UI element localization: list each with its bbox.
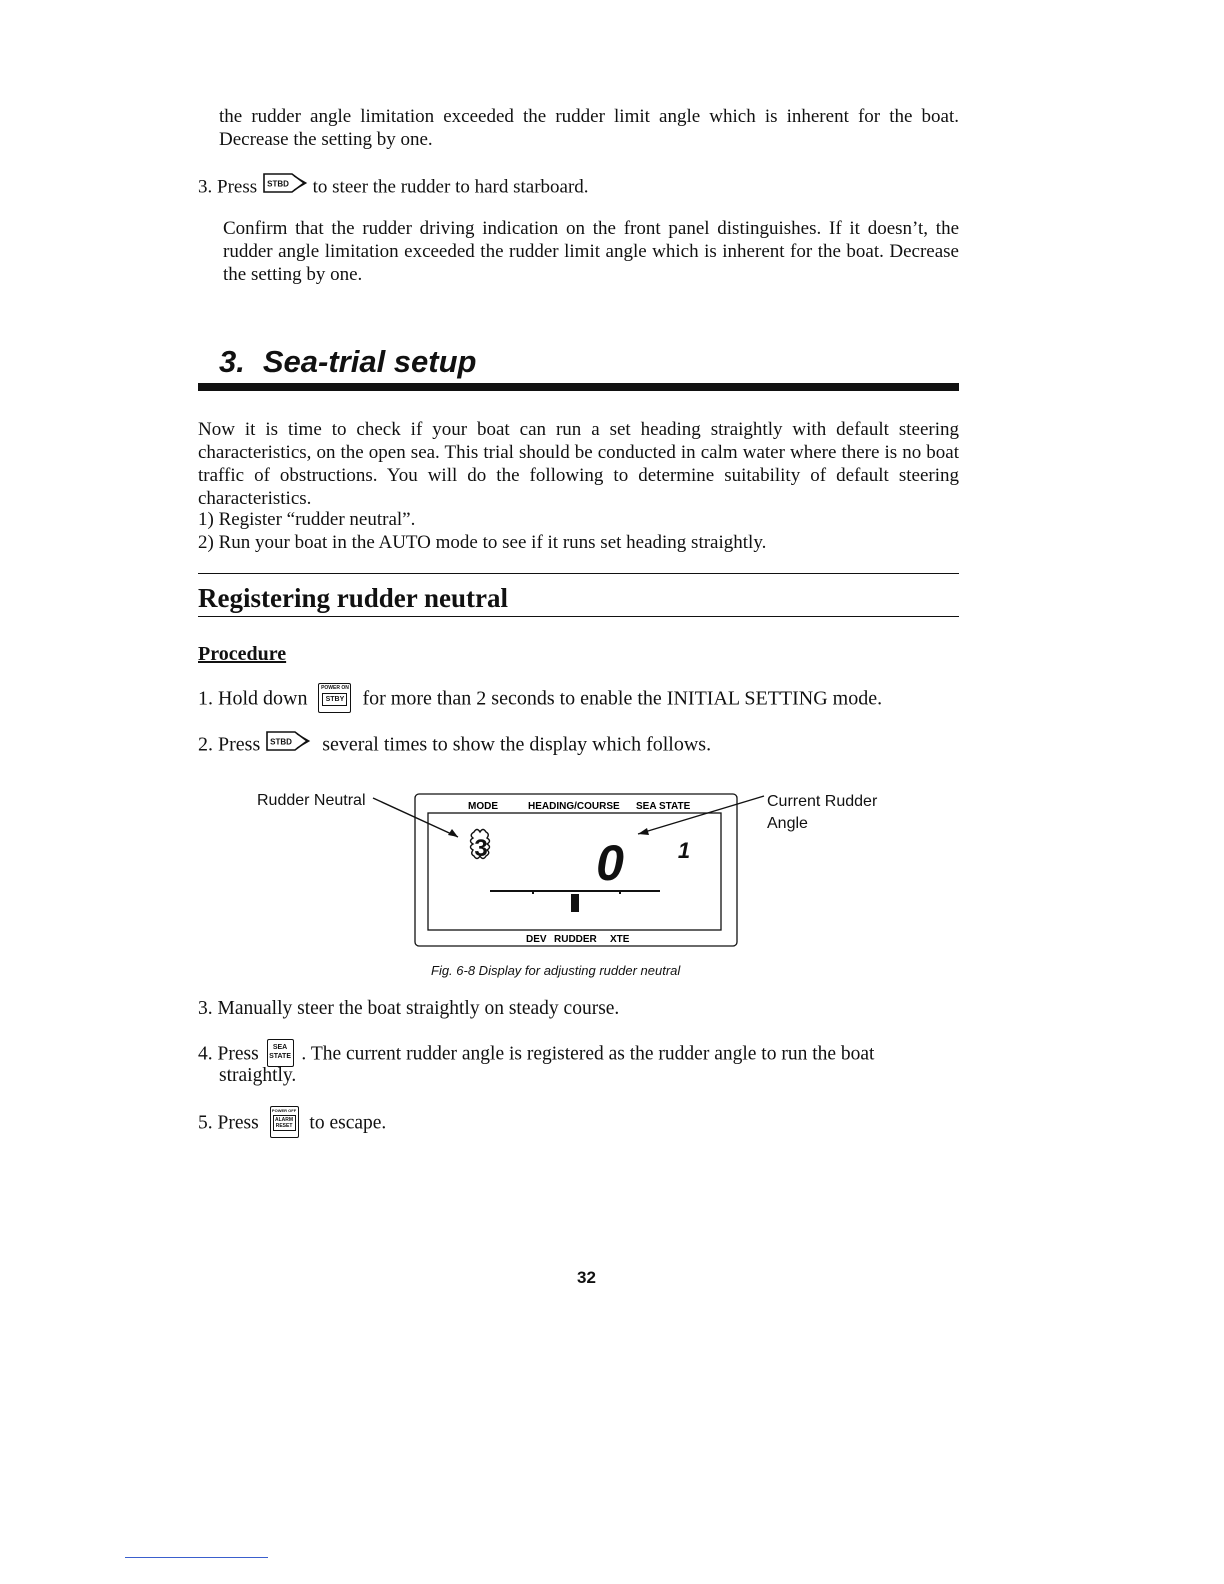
procedure-step-3 [198,997,959,1020]
procedure-step-4-continued: straightly. [219,1065,297,1086]
subsection-rule-bottom [198,616,959,617]
figure-label-line-1: Current Rudder [767,793,878,810]
step-number: 5. [198,1112,213,1134]
sea-key-bottom-label: STATE [269,1053,291,1060]
step-text: to escape. [309,1112,387,1134]
section-number: 3. [219,344,245,379]
section-heading [219,344,959,380]
procedure-heading: Procedure [198,643,287,665]
figure-label-current-rudder [767,791,877,835]
stbd-key-icon [265,728,311,760]
step-press-text: Press [218,733,261,756]
lcd-label-mode: MODE [468,801,498,812]
current-rudder-arrowhead [638,828,649,835]
procedure-step-1 [198,685,959,715]
lcd-label-sea-state: SEA STATE [636,801,691,812]
main-digit: 0 [596,835,624,891]
stby-key-top-label: POWER ON [321,685,349,691]
lcd-label-rudder: RUDDER [554,934,597,945]
figure-label-line-2: Angle [767,815,808,832]
alarm-key-mid-label: ALARM [275,1117,294,1123]
procedure-step-5 [198,1108,959,1140]
section-title: Sea-trial setup [262,344,477,379]
step-text: several times to show the display which follows. [322,733,712,756]
step-number: 3. [198,176,213,198]
section-paragraph: Now it is time to check if your boat can run a set heading straightly with default steering characteristics, on the open sea. This trial should be conducted in calm water where there is no boat traffic of obstructions. You will do the following to determine suitability of default steering characteristics. [198,419,959,509]
subsection-title: Registering rudder neutral [198,583,508,613]
stby-key-label: STBY [322,693,347,706]
step-text: . The current rudder angle is registered as the rudder angle to run the boat [301,1043,875,1065]
step-text: Manually steer the boat straightly on steady course. [217,998,620,1019]
sea-key-top-label: SEA [272,1044,288,1051]
mode-digit: 3 [474,835,488,862]
confirm-paragraph: Confirm that the rudder driving indication on the front panel distinguishes. If it doesn’t, the rudder angle limitation exceeded the rudder limit angle which is inherent for the boat. Decrease the setting by one. [223,218,959,285]
lcd-display-figure [250,780,770,960]
lcd-inner-screen [428,813,721,930]
stbd-key-label: STBD [266,179,289,189]
subsection-rule-top [198,573,959,574]
step-number: 4. [198,1043,213,1065]
step-text: for more than 2 seconds to enable the INITIAL SETTING mode. [362,687,883,710]
stby-key-icon [318,683,351,713]
figure-caption: Fig. 6-8 Display for adjusting rudder neutral [431,963,681,978]
rudder-indicator [571,894,579,912]
step-text: to steer the rudder to hard starboard. [312,176,589,198]
footnote-rule [125,1557,268,1558]
sea-state-key-icon [267,1039,294,1067]
procedure-step-2 [198,730,959,762]
step-press-text: Hold down [218,687,308,710]
step-number: 3. [198,998,213,1019]
alarm-key-top-label: POWER OFF [271,1108,297,1113]
right-digit: 1 [677,838,691,863]
section-list-item-2: 2) Run your boat in the AUTO mode to see if it runs set heading straightly. [198,532,767,553]
alarm-key-label [273,1115,296,1131]
step-number: 1. [198,687,213,710]
mode-digit-group [471,830,490,863]
lcd-label-dev: DEV [526,934,547,945]
step-number: 2. [198,733,213,756]
lcd-label-xte: XTE [610,934,630,945]
alarm-reset-key-icon [270,1106,299,1138]
step-press-text: Press [217,1043,259,1065]
section-list-item-1: 1) Register “rudder neutral”. [198,509,416,530]
procedure-step-4 [198,1041,961,1069]
page-number: 32 [577,1268,596,1287]
lcd-outer-frame [415,794,737,946]
section-rule [198,383,959,391]
stbd-key-icon [262,171,308,201]
lcd-label-heading-course: HEADING/COURSE [528,801,620,812]
step-press-text: Press [217,176,258,198]
continued-paragraph: the rudder angle limitation exceeded the rudder limit angle which is inherent for the boat. Decrease the setting by one. [219,106,959,150]
rudder-neutral-arrowhead [448,829,458,837]
figure-label-rudder-neutral: Rudder Neutral [257,792,366,809]
step-press-text: Press [217,1112,259,1134]
alarm-key-bottom-label: RESET [275,1123,293,1129]
stbd-key-label: STBD [270,737,293,747]
intro-step-3 [198,173,958,203]
